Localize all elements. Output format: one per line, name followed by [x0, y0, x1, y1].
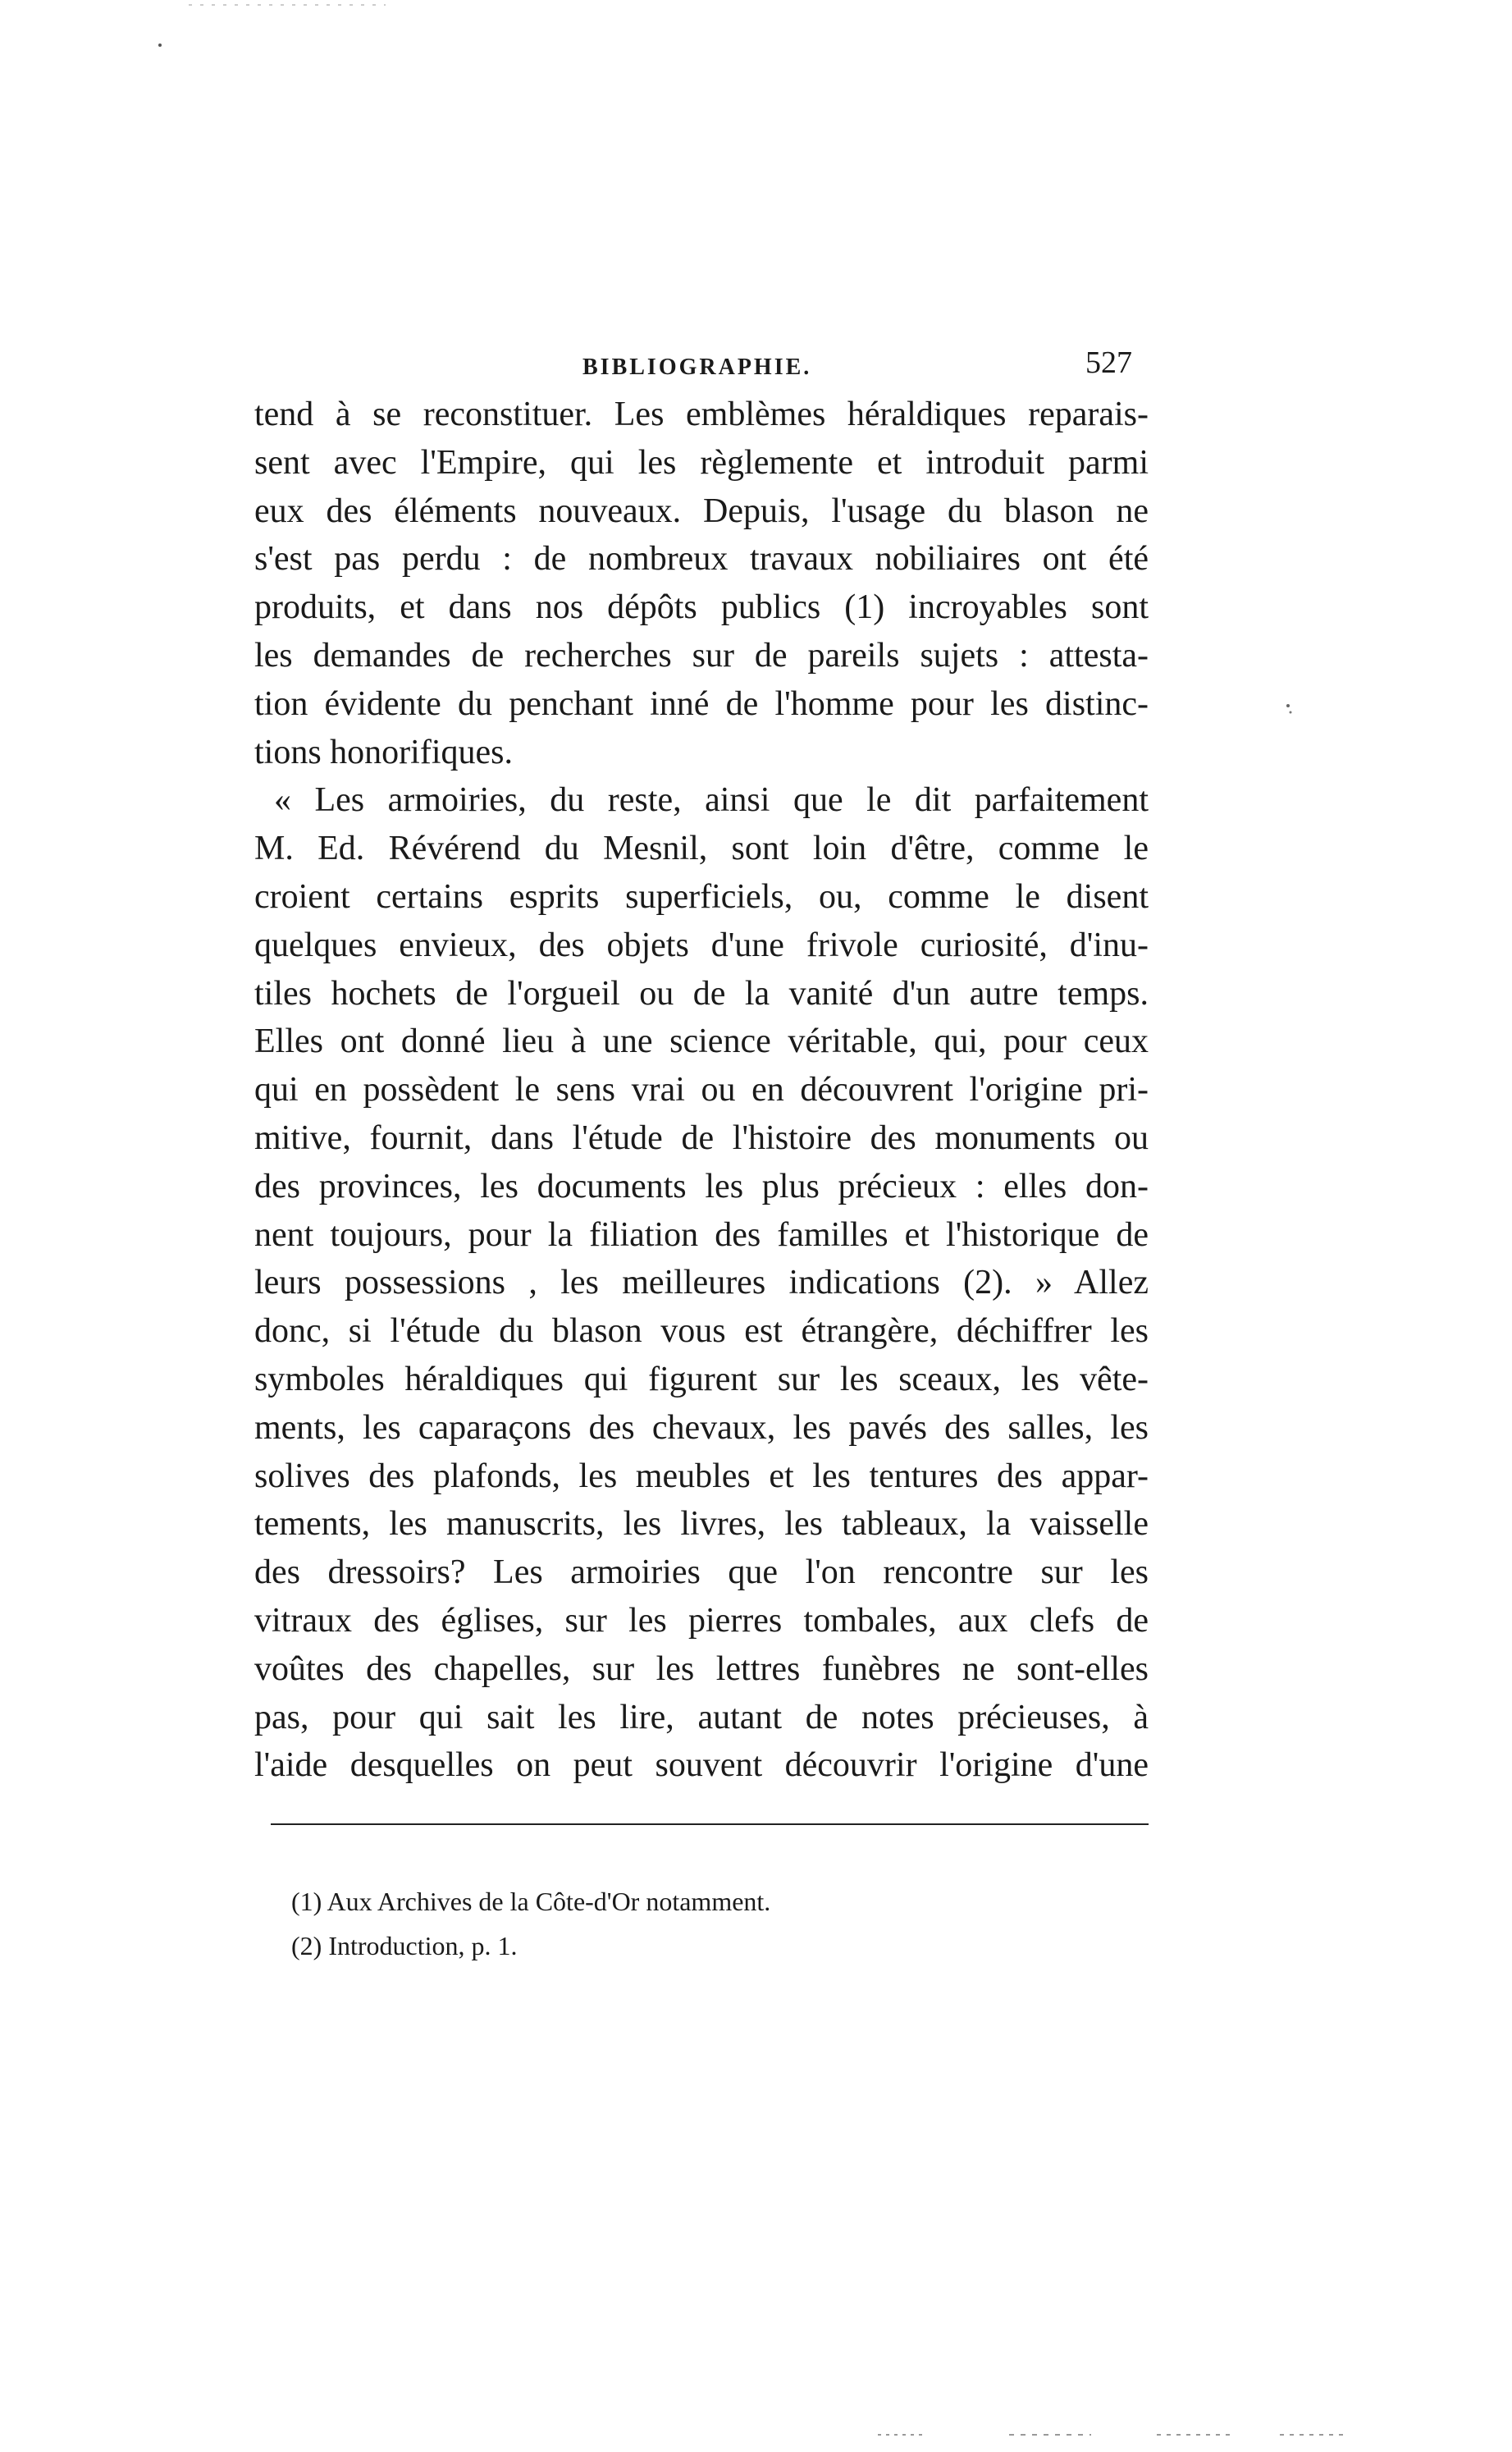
running-header	[254, 345, 1149, 394]
text-line: quelques envieux, des objets d'une frivole curiosité, d'inu-	[254, 926, 1149, 964]
body-text	[254, 391, 1149, 1790]
text-line: les demandes de recherches sur de pareils sujets : attesta-	[254, 636, 1149, 675]
text-line: vitraux des églises, sur les pierres tombales, aux clefs de	[254, 1601, 1149, 1640]
text-line: tions honorifiques.	[254, 733, 513, 771]
footnote-divider	[271, 1823, 1149, 1825]
text-line: nent toujours, pour la filiation des familles et l'historique de	[254, 1215, 1149, 1254]
footnote-1: (1) Aux Archives de la Côte-d'Or notamment.	[291, 1887, 771, 1916]
text-line: croient certains esprits superficiels, ou, comme le disent	[254, 877, 1149, 916]
text-line: l'aide desquelles on peut souvent découvrir l'origine d'une	[254, 1746, 1149, 1785]
text-line: solives des plafonds, les meubles et les tentures des appar-	[254, 1457, 1149, 1495]
text-line: M. Ed. Révérend du Mesnil, sont loin d'être, comme le	[254, 830, 1149, 868]
text-line: des dressoirs? Les armoiries que l'on rencontre sur les	[254, 1553, 1149, 1592]
text-line: eux des éléments nouveaux. Depuis, l'usage du blason ne	[254, 492, 1149, 530]
text-line: mitive, fournit, dans l'étude de l'histoire des monuments ou	[254, 1118, 1149, 1157]
text-line: leurs possessions , les meilleures indications (2). » Allez	[254, 1264, 1149, 1302]
text-line: des provinces, les documents les plus précieux : elles don-	[254, 1167, 1149, 1205]
text-line: produits, et dans nos dépôts publics (1) incroyables sont	[254, 588, 1149, 627]
text-line: sent avec l'Empire, qui les règlemente et introduit parmi	[254, 443, 1149, 482]
page-number: 527	[1085, 345, 1132, 380]
text-line: ments, les caparaçons des chevaux, les pavés des salles, les	[254, 1408, 1149, 1447]
text-line: tements, les manuscrits, les livres, les tableaux, la vaisselle	[254, 1505, 1149, 1544]
text-line: symboles héraldiques qui figurent sur les sceaux, les vête-	[254, 1360, 1149, 1398]
text-line: voûtes des chapelles, sur les lettres funèbres ne sont-elles	[254, 1649, 1149, 1688]
footnote-2: (2) Introduction, p. 1.	[291, 1931, 518, 1960]
text-line: Elles ont donné lieu à une science véritable, qui, pour ceux	[254, 1022, 1149, 1061]
footnotes	[291, 1879, 1144, 1968]
text-line: pas, pour qui sait les lire, autant de notes précieuses, à	[254, 1698, 1149, 1736]
running-title: BIBLIOGRAPHIE.	[582, 355, 812, 380]
text-line: s'est pas perdu : de nombreux travaux nobiliaires ont été	[254, 540, 1149, 579]
text-line: « Les armoiries, du reste, ainsi que le dit parfaitement	[274, 781, 1149, 820]
text-line: qui en possèdent le sens vrai ou en découvrent l'origine pri-	[254, 1071, 1149, 1109]
text-line: tion évidente du penchant inné de l'homme pour les distinc-	[254, 684, 1149, 723]
text-line: tend à se reconstituer. Les emblèmes héraldiques reparais-	[254, 396, 1149, 433]
text-line: donc, si l'étude du blason vous est étrangère, déchiffrer les	[254, 1312, 1149, 1351]
text-line: tiles hochets de l'orgueil ou de la vanité d'un autre temps.	[254, 974, 1149, 1013]
